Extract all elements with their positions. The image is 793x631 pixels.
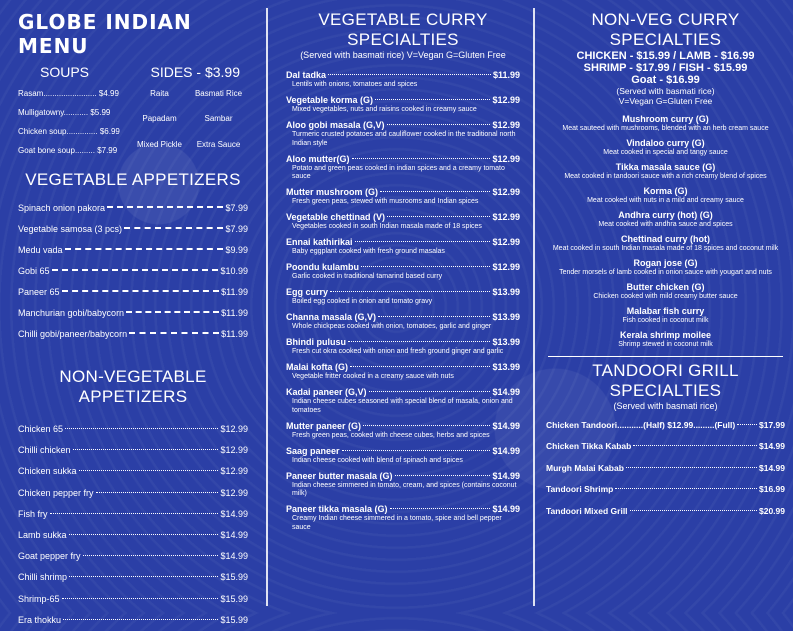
item-description: Garlic cooked in traditional tamarind based curry (292, 273, 443, 280)
item-price: $17.99 (759, 419, 785, 430)
section-divider (548, 356, 783, 357)
list-item (18, 219, 248, 240)
item-name: Paneer butter masala (G) (286, 470, 393, 481)
list-item (546, 501, 785, 523)
dot-leader (124, 227, 223, 229)
list-item (18, 546, 248, 567)
item-name: Kadai paneer (G,V) (286, 387, 367, 397)
dot-leader (387, 124, 491, 125)
dot-leader (62, 290, 220, 292)
list-item (18, 567, 248, 588)
divider-right (533, 8, 535, 606)
item-price: $14.99 (220, 529, 248, 540)
item-description: Indian cheese cubes seasoned with special blend of masala, onion and tomatoes (292, 398, 513, 414)
menu-item (286, 387, 520, 415)
item-description: Meat cooked in special and tangy sauce (603, 149, 728, 156)
item-price: $13.99 (492, 312, 520, 322)
list-item (286, 70, 520, 81)
column-right (538, 0, 793, 613)
list-item: Rasam........................ $4.99 (18, 89, 119, 98)
menu-item (286, 362, 520, 382)
list-item (546, 479, 785, 501)
item-name: Vegetable chettinad (V) (286, 212, 386, 222)
veg-curry-subtitle: (Served with basmati rice) V=Vegan G=Gluten Free (300, 50, 506, 60)
dot-leader (387, 216, 490, 217)
item-description: Fish cooked in coconut milk (622, 317, 709, 324)
item-price: $15.99 (220, 614, 248, 625)
menu-item (286, 120, 520, 148)
item-description: Fresh green peas, cooked with cheese cubes, herbs and spices (292, 431, 490, 439)
item-name: Aloo mutter(G) (286, 153, 350, 164)
list-item: Raita (150, 89, 169, 98)
menu-item (286, 337, 520, 357)
item-name: Murgh Malai Kabab (546, 462, 624, 473)
item-name: Spinach onion pakora (18, 203, 106, 213)
item-name: Dal tadka (286, 70, 327, 80)
list-item (18, 261, 248, 282)
menu-item (546, 162, 785, 182)
list-item (286, 95, 520, 106)
list-item: Goat bone soup......... $7.99 (18, 146, 118, 155)
item-price: $11.99 (221, 287, 248, 297)
item-name: Saag paneer (286, 445, 340, 456)
item-description: Meat cooked with andhra sauce and spices (598, 221, 733, 228)
item-name: Egg curry (286, 287, 329, 297)
dot-leader (395, 475, 491, 476)
item-name: Vindaloo curry (G) (626, 138, 705, 148)
list-item (18, 440, 248, 461)
menu-item (286, 212, 520, 232)
menu-item (286, 187, 520, 207)
list-item (286, 287, 520, 298)
item-price: $12.99 (220, 424, 248, 434)
item-name: Kerala shrimp moilee (619, 330, 712, 340)
item-name: Chicken Tikka Kabab (546, 441, 632, 451)
list-item (546, 415, 785, 437)
item-price: $12.99 (492, 95, 520, 105)
item-description: Fresh green peas, stewed with musrooms and Indian spices (292, 198, 479, 205)
list-item (286, 446, 520, 457)
dot-leader (361, 266, 490, 267)
list-item (546, 436, 785, 458)
item-price: $12.99 (492, 120, 520, 130)
legend-note: V=Vegan G=Gluten Free (618, 96, 713, 106)
item-price: $14.99 (492, 420, 520, 431)
item-description: Baby eggplant cooked with fresh ground masalas (292, 248, 445, 255)
item-name: Chettinad curry (hot) (621, 234, 710, 244)
item-name: Channa masala (G,V) (286, 312, 377, 322)
list-item (18, 282, 248, 303)
item-price: $13.99 (492, 337, 520, 347)
item-name: Fish fry (18, 508, 48, 519)
item-price: $12.99 (220, 466, 248, 477)
item-description: Meat cooked in south Indian masala made of 18 spices and coconut milk (552, 245, 779, 252)
item-name: Malabar fish curry (626, 306, 705, 316)
item-price: $12.99 (492, 262, 520, 272)
item-name: Mutter mushroom (G) (286, 187, 378, 197)
item-name: Rogan jose (G) (633, 258, 698, 268)
item-name: Tandoori Mixed Grill (546, 505, 628, 516)
menu-title: GLOBE INDIAN MENU (18, 10, 192, 58)
dot-leader (375, 99, 490, 100)
dot-leader (352, 158, 491, 159)
menu-item (286, 237, 520, 257)
item-name: Andhra curry (hot) (G) (618, 210, 713, 220)
item-name: Paneer tikka masala (G) (286, 504, 388, 514)
dot-leader (50, 513, 219, 514)
item-name: Era thokku (18, 614, 62, 625)
item-name: Chilli gobi/paneer/babycorn (18, 329, 128, 339)
menu-item (286, 154, 520, 182)
dot-leader (63, 619, 218, 620)
item-price: $9.99 (225, 245, 248, 255)
item-description: Whole chickpeas cooked with onion, tomatoes, garlic and ginger (292, 323, 492, 330)
list-item (18, 461, 248, 482)
dot-leader (129, 332, 219, 334)
list-item: Basmati Rice (194, 89, 243, 98)
item-name: Chicken Tandoori (546, 419, 618, 430)
item-description: Indian cheese simmered in tomato, cream, and spices (contains coconut milk) (292, 481, 517, 497)
item-price: $16.99 (759, 484, 785, 494)
item-price: $15.99 (220, 572, 248, 583)
dot-leader (378, 316, 490, 317)
list-item (18, 240, 248, 261)
list-item (18, 419, 248, 440)
item-price: $7.99 (225, 224, 248, 234)
item-price: $14.99 (492, 504, 520, 514)
menu-item (286, 287, 520, 307)
list-item (18, 589, 248, 610)
list-item (286, 237, 520, 248)
item-description: Turmeric crusted potatoes and cauliflower cooked in the traditional north Indian style (292, 131, 516, 147)
dot-leader (328, 74, 491, 75)
dot-leader (83, 555, 219, 556)
veg-curry-list (286, 70, 520, 532)
item-description: Meat cooked with nuts in a mild and creamy sauce (587, 197, 744, 204)
list-item: Extra Sauce (196, 139, 241, 149)
dot-leader (363, 425, 490, 426)
price-line: Goat - $16.99 (631, 74, 700, 86)
item-description: Lentils with onions, tomatoes and spices (292, 81, 418, 88)
list-item: Papadam (142, 114, 177, 124)
item-description: Vegetable fritter cooked in a creamy sauce with nuts (292, 373, 454, 380)
list-item (286, 471, 520, 482)
list-item (18, 198, 248, 219)
item-description: Vegetables cooked in south Indian masala made of 18 spices (292, 223, 482, 230)
list-item: Mixed Pickle (137, 139, 182, 149)
dot-leader (79, 470, 219, 471)
item-price: $12.99 (220, 445, 248, 456)
dot-leader (390, 508, 491, 509)
item-name: Mutter paneer (G) (286, 420, 362, 431)
price-line: SHRIMP - $17.99 / FISH - $15.99 (583, 62, 748, 74)
item-price: $14.99 (220, 508, 248, 519)
nonveg-appetizers-title: NON-VEGETABLE APPETIZERS (59, 367, 207, 406)
divider-left (266, 8, 268, 606)
veg-curry-title: VEGETABLE CURRY SPECIALTIES (318, 10, 488, 49)
dot-leader (355, 241, 491, 242)
column-left (0, 0, 262, 625)
dot-leader (107, 206, 223, 208)
item-description: Meat sauteed with mushrooms, blended with an herb cream sauce (562, 125, 769, 132)
tandoori-subtitle: (Served with basmati rice) (613, 400, 718, 411)
dot-leader (369, 391, 491, 392)
list-item (286, 187, 520, 198)
menu-item (546, 330, 785, 350)
item-name: Goat pepper fry (18, 551, 81, 562)
soups-list (18, 84, 130, 160)
item-name: Tandoori Shrimp (546, 484, 614, 494)
soups-title: SOUPS (40, 64, 90, 80)
veg-appetizers-title: VEGETABLE APPETIZERS (25, 170, 241, 189)
list-item (546, 458, 785, 480)
list-item (18, 324, 248, 345)
item-description: Tender morsels of lamb cooked in onion sauce with yougart and nuts (559, 269, 772, 276)
menu-item (286, 262, 520, 282)
nonveg-curry-list (546, 114, 785, 350)
menu-item (546, 234, 785, 254)
list-item (18, 504, 248, 525)
item-portion-prices: ...........(Half) $12.99.........(Full) (617, 419, 736, 430)
list-item (286, 120, 520, 131)
list-item (286, 421, 520, 432)
item-price: $14.99 (492, 470, 520, 481)
tandoori-list (546, 415, 785, 523)
dot-leader (342, 450, 491, 451)
list-item (286, 312, 520, 323)
dot-leader (65, 248, 224, 250)
dot-leader (73, 449, 219, 450)
item-name: Gobi 65 (18, 266, 50, 276)
menu-item (286, 421, 520, 441)
dot-leader (615, 488, 757, 489)
item-description: Mixed vegetables, nuts and raisins cooked in creamy sauce (292, 106, 477, 113)
list-item (18, 303, 248, 324)
item-price: $13.99 (492, 287, 520, 297)
item-description: Chicken cooked with mild creamy butter sauce (593, 293, 738, 300)
menu-item (286, 471, 520, 499)
menu-item (286, 70, 520, 90)
item-price: $11.99 (221, 329, 248, 339)
list-item: Chicken soup.............. $6.99 (18, 127, 120, 136)
soups-sides-header (18, 64, 248, 80)
item-name: Chilli shrimp (18, 572, 68, 583)
item-description: Fresh cut okra cooked with onion and fresh ground ginger and garlic (292, 348, 504, 355)
item-description: Creamy Indian cheese simmered in a tomato, spice and bell pepper sauce (292, 515, 502, 531)
item-price: $14.99 (759, 441, 785, 451)
list-item (286, 212, 520, 223)
item-name: Paneer 65 (18, 287, 60, 297)
item-price: $14.99 (492, 445, 520, 456)
menu-item (286, 95, 520, 115)
dot-leader (630, 510, 757, 511)
dot-leader (380, 191, 490, 192)
menu-item (286, 312, 520, 332)
dot-leader (69, 576, 218, 577)
item-price: $12.99 (492, 153, 520, 164)
dot-leader (633, 445, 757, 446)
item-price: $11.99 (492, 70, 520, 80)
sides-title: SIDES - $3.99 (150, 64, 240, 80)
item-price: $12.99 (220, 487, 248, 498)
list-item (18, 610, 248, 631)
menu-item (546, 114, 785, 134)
menu-item (546, 138, 785, 158)
item-name: Chilli chicken (18, 445, 71, 456)
list-item (286, 337, 520, 348)
veg-appetizers-list (18, 198, 248, 345)
item-price: $20.99 (759, 505, 785, 516)
item-name: Chicken pepper fry (18, 487, 94, 498)
item-name: Butter chicken (G) (626, 282, 705, 292)
item-name: Chicken 65 (18, 424, 64, 434)
menu-item (546, 258, 785, 278)
item-name: Manchurian gobi/babycorn (18, 308, 125, 318)
dot-leader (62, 598, 219, 599)
list-item: Sambar (204, 114, 233, 124)
item-name: Shrimp-65 (18, 593, 60, 604)
item-description: Shrimp stewed in coconut milk (618, 341, 713, 348)
item-name: Bhindi pulusu (286, 337, 346, 347)
item-name: Vegetable samosa (3 pcs) (18, 224, 123, 234)
item-price: $10.99 (220, 266, 248, 276)
item-name: Korma (G) (643, 186, 688, 196)
item-description: Boiled egg cooked in onion and tomato gravy (292, 298, 433, 305)
item-price: $13.99 (492, 362, 520, 372)
list-item (18, 525, 248, 546)
nonveg-curry-title: NON-VEG CURRY SPECIALTIES (591, 10, 740, 49)
item-price: $11.99 (221, 308, 248, 318)
list-item (286, 387, 520, 398)
menu-item (546, 210, 785, 230)
list-item (286, 362, 520, 373)
item-name: Medu vada (18, 245, 63, 255)
menu-item (546, 282, 785, 302)
item-name: Mushroom curry (G) (622, 114, 709, 124)
item-name: Ennai kathirikai (286, 237, 353, 247)
menu-item (286, 504, 520, 532)
item-name: Vegetable korma (G) (286, 95, 374, 105)
dot-leader (65, 428, 218, 429)
nonveg-appetizers-list (18, 419, 248, 631)
soups-sides-block (18, 84, 248, 160)
item-price: $15.99 (220, 593, 248, 604)
menu-item (286, 446, 520, 466)
item-name: Lamb sukka (18, 529, 67, 540)
item-name: Poondu kulambu (286, 262, 359, 272)
menu-item (546, 186, 785, 206)
menu-item (546, 306, 785, 326)
dot-leader (626, 467, 757, 468)
dot-leader (126, 311, 219, 313)
list-item (286, 504, 520, 515)
item-price: $12.99 (492, 187, 520, 197)
item-name: Tikka masala sauce (G) (615, 162, 716, 172)
item-name: Chicken sukka (18, 466, 77, 477)
item-price: $14.99 (220, 551, 248, 562)
item-name: Aloo gobi masala (G,V) (286, 120, 385, 130)
item-price: $12.99 (492, 237, 520, 247)
list-item (18, 483, 248, 504)
item-name: Malai kofta (G) (286, 362, 349, 372)
item-price: $14.99 (759, 462, 785, 473)
dot-leader (52, 269, 219, 271)
item-price: $7.99 (225, 203, 248, 213)
price-line: CHICKEN - $15.99 / LAMB - $16.99 (576, 50, 755, 62)
sides-list (130, 84, 248, 160)
column-middle (272, 0, 530, 613)
item-description: Indian cheese cooked with blend of spinach and spices (292, 456, 463, 464)
dot-leader (737, 424, 757, 425)
tandoori-title: TANDOORI GRILL SPECIALTIES (592, 360, 739, 400)
item-price: $12.99 (492, 212, 520, 222)
item-price: $14.99 (492, 387, 520, 397)
dot-leader (96, 492, 219, 493)
dot-leader (69, 534, 219, 535)
dot-leader (330, 291, 490, 292)
item-description: Meat cooked in tandoori sauce with a rich creamy blend of spices (564, 173, 767, 180)
dot-leader (350, 366, 490, 367)
list-item: Mulligatowny........... $5.99 (18, 108, 111, 117)
dot-leader (348, 341, 490, 342)
served-note: (Served with basmati rice) (616, 86, 715, 96)
list-item (286, 262, 520, 273)
list-item (286, 154, 520, 165)
item-description: Potato and green peas cooked in indian spices and a creamy tomato sauce (292, 164, 505, 180)
